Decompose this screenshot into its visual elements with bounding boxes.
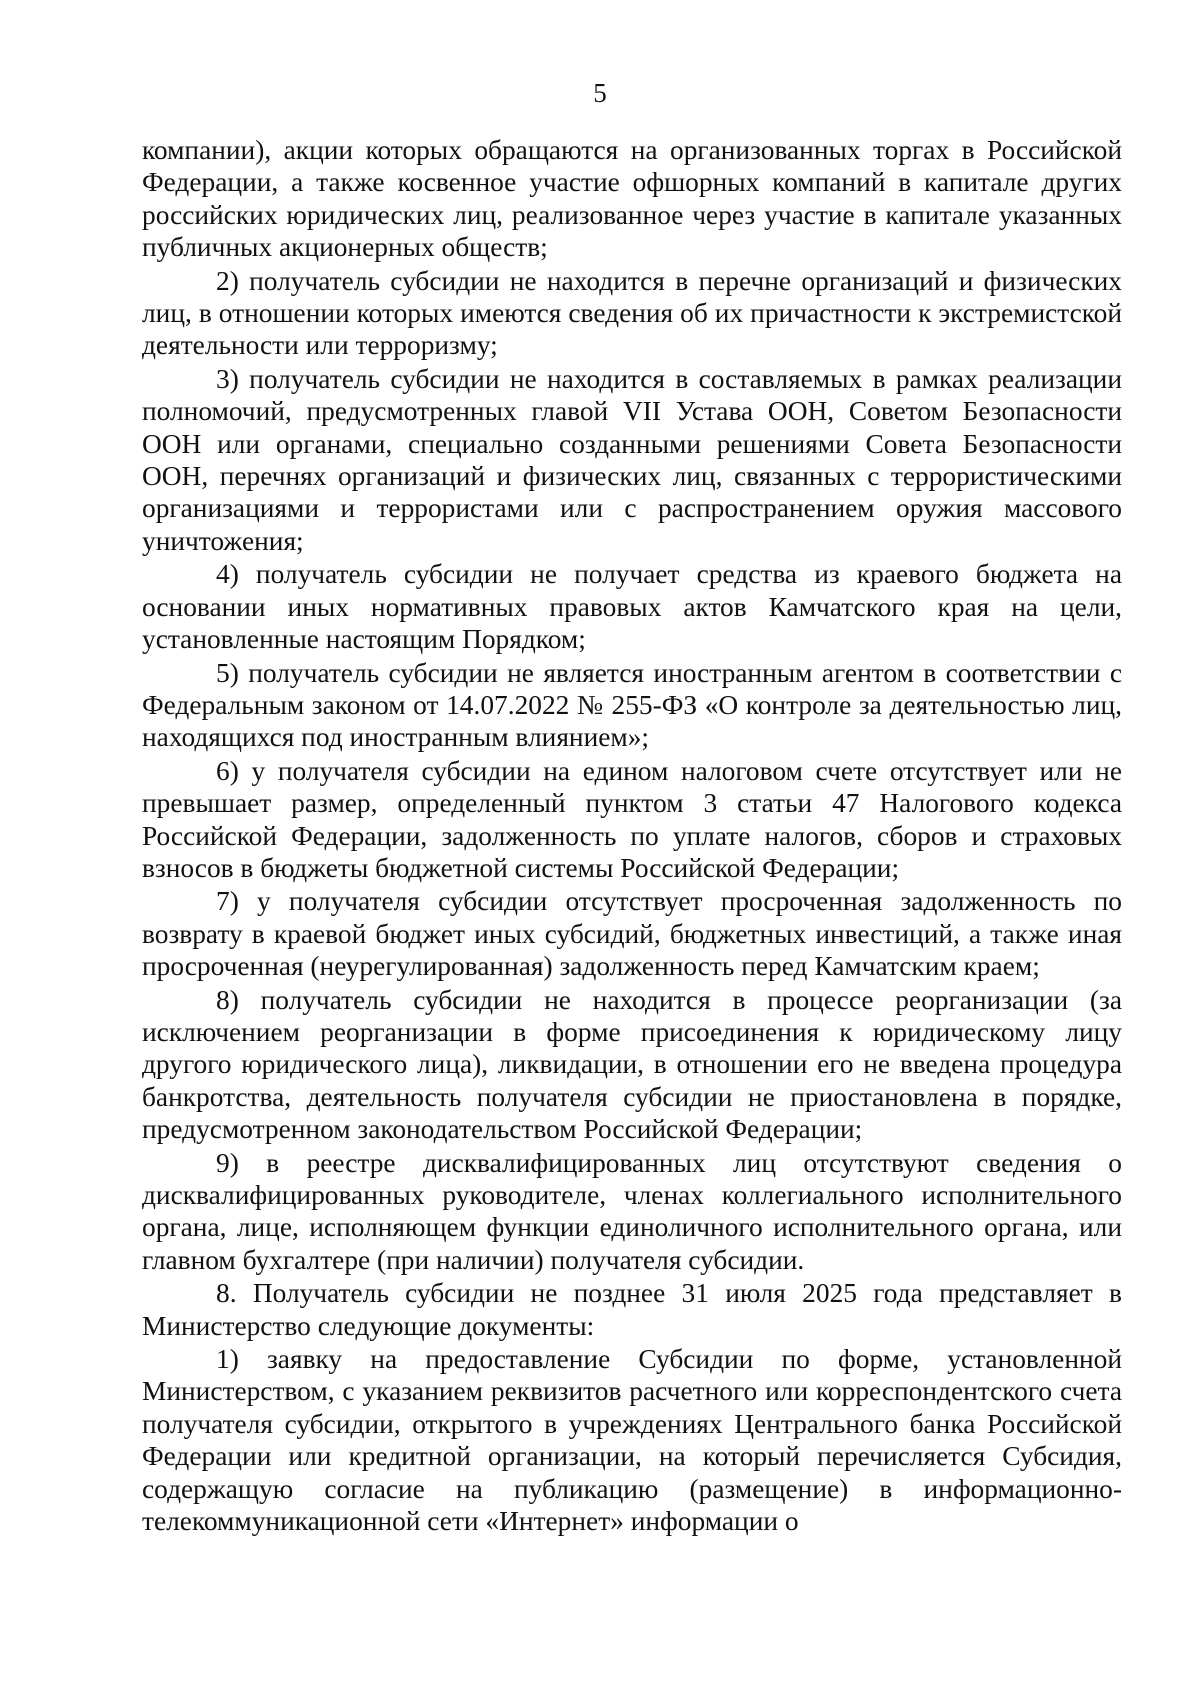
paragraph-subitem-1: 1) заявку на предоставление Субсидии по форме, установленной Министерством, с указанием реквизитов расчетного или корреспондентского счета получателя субсидии, открытого в учреждениях Центрального банка Российской Федерации или кредитной организации, на который перечисляется Субсидия, содержащую согласие на публикацию (размещение) в информационно-телекоммуникационной сети «Интернет» информации о xyxy=(142,1344,1122,1537)
paragraph-item-8: 8) получатель субсидии не находится в процессе реорганизации (за исключением реорганизации в форме присоединения к юридическому лицу другого юридического лица), ликвидации, в отношении его не введена процедура банкротства, деятельность получателя субсидии не приостановлена в порядке, предусмотренном законодательством Российской Федерации; xyxy=(142,984,1122,1145)
paragraph-item-4: 4) получатель субсидии не получает средства из краевого бюджета на основании иных нормативных правовых актов Камчатского края на цели, установленные настоящим Порядком; xyxy=(142,559,1122,655)
page-number: 5 xyxy=(593,78,607,108)
paragraph-section-8: 8. Получатель субсидии не позднее 31 июля 2025 года представляет в Министерство следующие документы: xyxy=(142,1278,1122,1341)
paragraph-item-6: 6) у получателя субсидии на едином налоговом счете отсутствует или не превышает размер, определенный пунктом 3 статьи 47 Налогового кодекса Российской Федерации, задолженность по уплате налогов, сборов и страховых взносов в бюджеты бюджетной системы Российской Федерации; xyxy=(142,755,1122,883)
paragraph-item-7: 7) у получателя субсидии отсутствует просроченная задолженность по возврату в краевой бюджет иных субсидий, бюджетных инвестиций, а также иная просроченная (неурегулированная) задолженность перед Камчатским краем; xyxy=(142,886,1122,982)
paragraph-item-5: 5) получатель субсидии не является иностранным агентом в соответствии с Федеральным законом от 14.07.2022 № 255-ФЗ «О контроле за деятельностью лиц, находящихся под иностранным влиянием»; xyxy=(142,657,1122,753)
paragraph-item-9: 9) в реестре дисквалифицированных лиц отсутствуют сведения о дисквалифицированных руководителе, членах коллегиального исполнительного органа, лице, исполняющем функции единоличного исполнительного органа, или главном бухгалтере (при наличии) получателя субсидии. xyxy=(142,1147,1122,1275)
document-body xyxy=(142,134,1122,1537)
paragraph-item-3: 3) получатель субсидии не находится в составляемых в рамках реализации полномочий, предусмотренных главой VII Устава ООН, Советом Безопасности ООН или органами, специально созданными решениями Совета Безопасности ООН, перечнях организаций и физических лиц, связанных с террористическими организациями и террористами или с распространением оружия массового уничтожения; xyxy=(142,363,1122,556)
paragraph-continuation: компании), акции которых обращаются на организованных торгах в Российской Федерации, а также косвенное участие офшорных компаний в капитале других российских юридических лиц, реализованное через участие в капитале указанных публичных акционерных обществ; xyxy=(142,135,1122,263)
paragraph-item-2: 2) получатель субсидии не находится в перечне организаций и физических лиц, в отношении которых имеются сведения об их причастности к экстремистской деятельности или терроризму; xyxy=(142,265,1122,361)
